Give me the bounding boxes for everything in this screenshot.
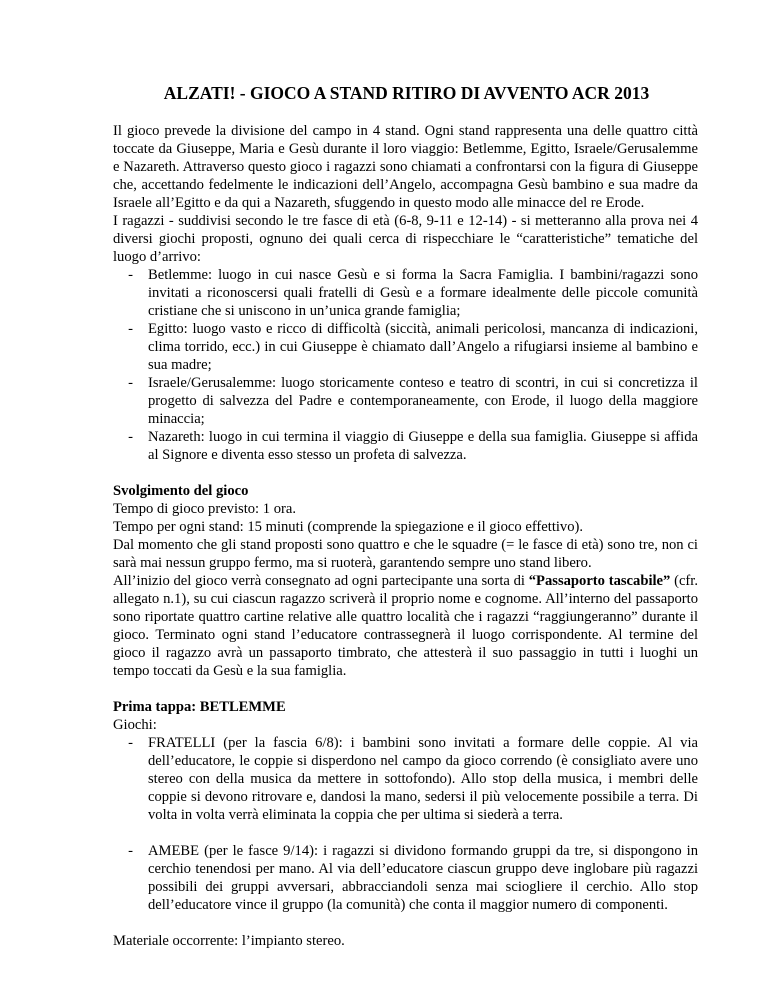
game-item-amebe: - AMEBE (per le fasce 9/14): i ragazzi si dividono formando gruppi da tre, si dispongono in cerchio tenendosi per mano. Al via dell’educatore ciascun gruppo deve inglobare più ragazzi possibili dei gruppi avversari, abbracciandoli senza mai sciogliere il cerchio. Allo stop dell’educatore vince il gruppo (la comunità) che conta il maggior numero di componenti. [113, 842, 698, 914]
passaporto-paragraph: All’inizio del gioco verrà consegnato ad ogni partecipante una sorta di “Passaporto tascabile” (cfr. allegato n.1), su cui ciascun ragazzo scriverà il proprio nome e cognome. All’interno del passaporto sono riportate quattro cartine relative alle quattro località che i ragazzi “raggiungeranno” durante il gioco. Terminato ogni stand l’educatore contrassegnerà il luogo corrispondente. Al termine del gioco il ragazzo avrà un passaporto timbrato, che attesterà il suo passaggio in tutti i luoghi un tempo toccati da Gesù e la sua famiglia. [113, 573, 698, 679]
tempo-previsto: Tempo di gioco previsto: 1 ora. [113, 501, 296, 517]
passaporto-term: “Passaporto tascabile” [528, 573, 671, 589]
giochi-label: Giochi: [113, 717, 157, 733]
tempo-stand: Tempo per ogni stand: 15 minuti (comprende la spiegazione e il gioco effettivo). [113, 519, 584, 535]
place-item-betlemme: - Betlemme: luogo in cui nasce Gesù e si forma la Sacra Famiglia. I bambini/ragazzi sono invitati a riconoscersi quali fratelli di Gesù e a formare idealmente delle piccole comunità cristiane che si uniscono in un’unica grande famiglia; [113, 266, 698, 320]
section-heading-svolgimento: Svolgimento del gioco [113, 483, 249, 499]
place-item-israele: - Israele/Gerusalemme: luogo storicamente conteso e teatro di scontri, in cui si concretizza il progetto di salvezza del Padre e contemporaneamente, con Erode, il luogo della maggiore minaccia; [113, 374, 698, 428]
games-list [113, 734, 698, 914]
materiale-occorrente: Materiale occorrente: l’impianto stereo. [113, 933, 345, 949]
place-item-nazareth: - Nazareth: luogo in cui termina il viaggio di Giuseppe e della sua famiglia. Giuseppe si affida al Signore e diventa esso stesso un profeta di salvezza. [113, 428, 698, 464]
section-heading-prima-tappa: Prima tappa: BETLEMME [113, 699, 286, 715]
document-title: ALZATI! - GIOCO A STAND RITIRO DI AVVENTO ACR 2013 [163, 83, 650, 103]
intro-paragraph-2: I ragazzi - suddivisi secondo le tre fasce di età (6-8, 9-11 e 12-14) - si metteranno alla prova nei 4 diversi giochi proposti, ognuno dei quali cerca di rispecchiare le “caratteristiche” tematiche del luogo d’arrivo: [113, 213, 698, 265]
places-list [113, 266, 698, 464]
rotazione-paragraph: Dal momento che gli stand proposti sono quattro e che le squadre (= le fasce di età) sono tre, non ci sarà mai nessun gruppo fermo, ma si ruoterà, garantendo sempre uno stand libero. [113, 537, 698, 571]
game-item-fratelli: - FRATELLI (per la fascia 6/8): i bambini sono invitati a formare delle coppie. Al via dell’educatore, le coppie si disperdono nel campo da gioco correndo (è consigliato avere uno stereo con della musica da mettere in sottofondo). Allo stop della musica, i membri delle coppie si devono ritrovare e, dandosi la mano, sedersi il più velocemente possibile a terra. Di volta in volta verrà eliminata la coppia che per ultima si siederà a terra. [113, 734, 698, 824]
intro-paragraph-1: Il gioco prevede la divisione del campo in 4 stand. Ogni stand rappresenta una delle quattro città toccate da Giuseppe, Maria e Gesù durante il loro viaggio: Betlemme, Egitto, Israele/Gerusalemme e Nazareth. Attraverso questo gioco i ragazzi sono chiamati a confrontarsi con la figura di Giuseppe che, accettando fedelmente le indicazioni dell’Angelo, accompagna Gesù bambino e sua madre da Israele all’Egitto e da qui a Nazareth, sfuggendo in questo modo alle minacce del re Erode. [113, 123, 698, 211]
place-item-egitto: - Egitto: luogo vasto e ricco di difficoltà (siccità, animali pericolosi, mancanza di indicazioni, clima torrido, ecc.) in cui Giuseppe è chiamato dall’Angelo a rifugiarsi insieme al bambino e sua madre; [113, 320, 698, 374]
